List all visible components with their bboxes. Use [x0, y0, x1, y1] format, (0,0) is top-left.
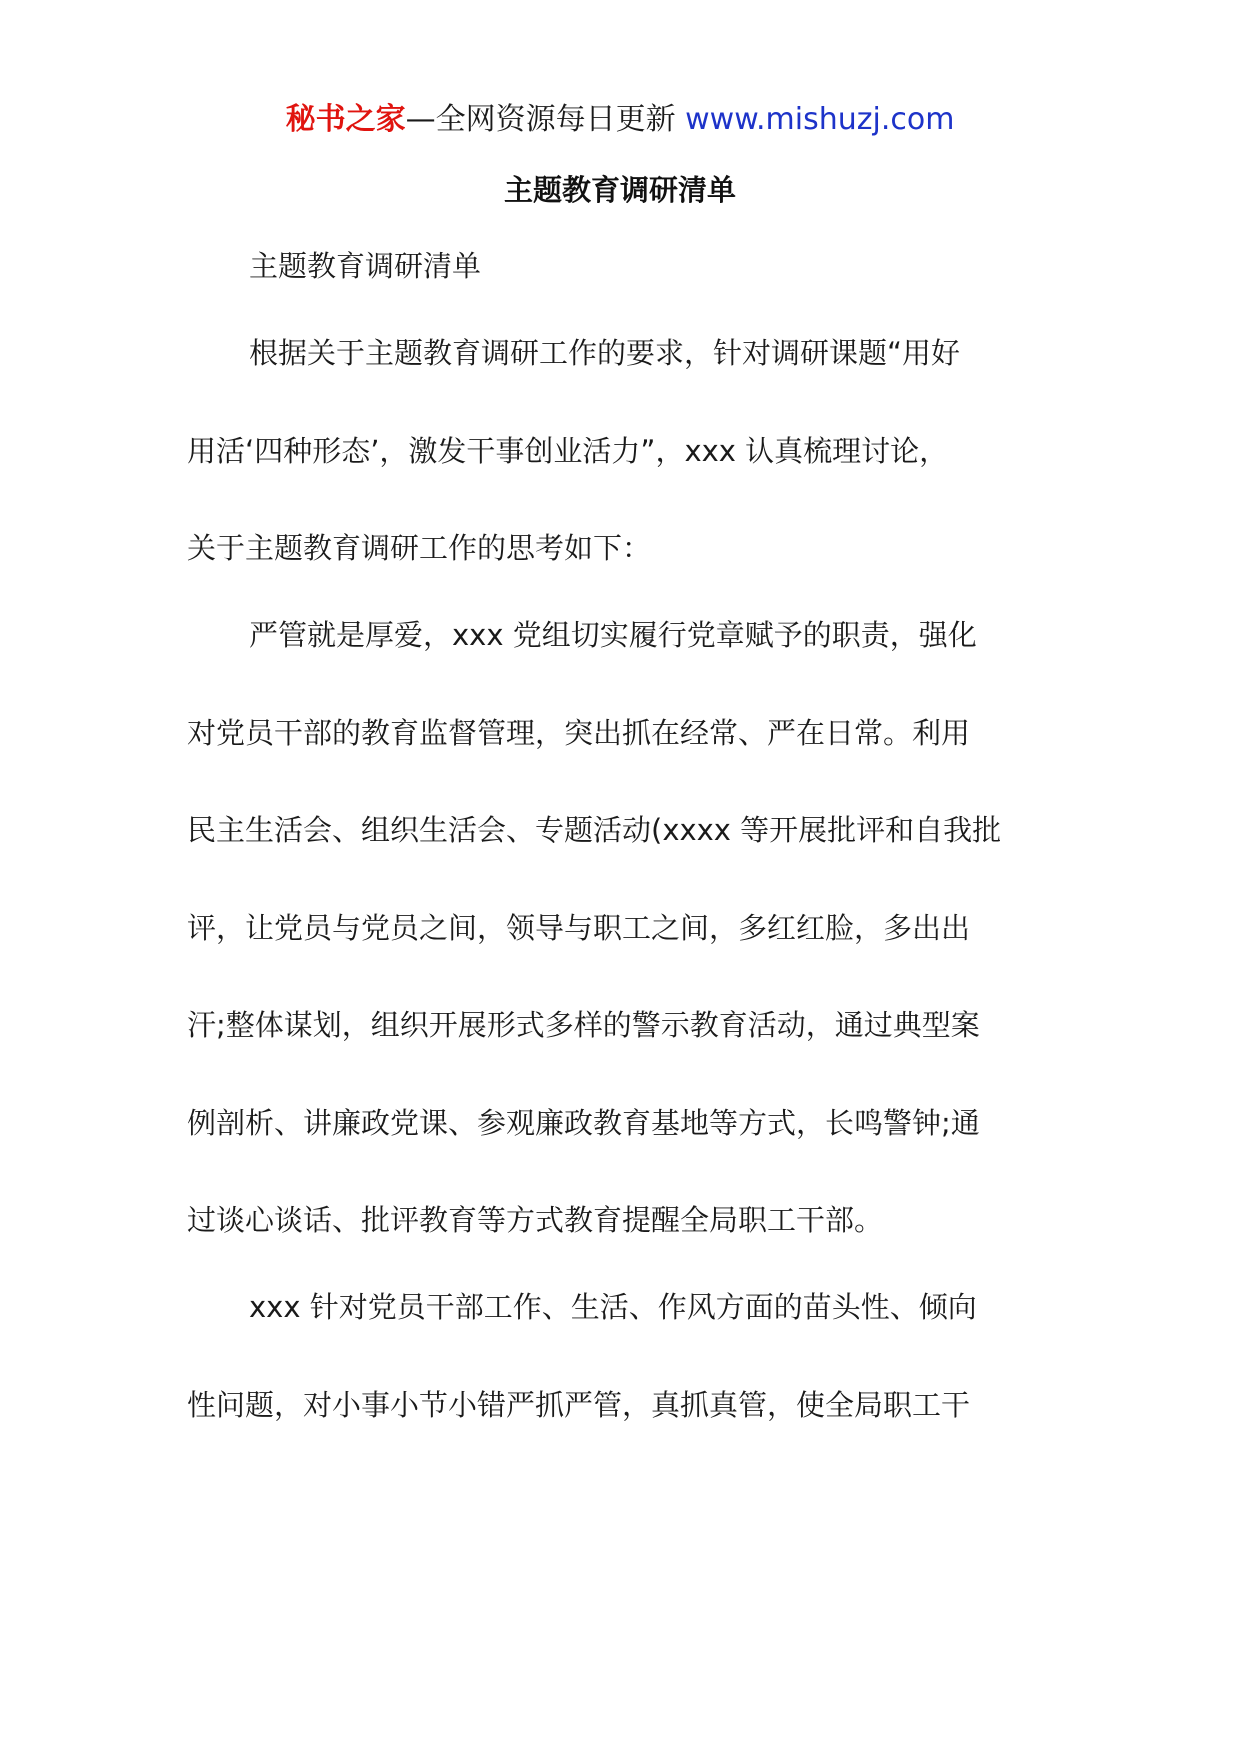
paragraph-line: 关于主题教育调研工作的思考如下：: [187, 531, 652, 565]
site-tagline: —全网资源每日更新: [405, 102, 686, 137]
site-header: [0, 100, 1240, 140]
paragraph-line: xxx 针对党员干部工作、生活、作风方面的苗头性、倾向: [249, 1290, 977, 1324]
paragraph-2: [187, 333, 1053, 568]
paragraph-line: 例剖析、讲廉政党课、参观廉政教育基地等方式，长鸣警钟;通: [187, 1105, 980, 1140]
paragraph-4: [187, 1287, 1053, 1425]
paragraph-line: 严管就是厚爱，xxx 党组切实履行党章赋予的职责，强化: [249, 618, 977, 652]
paragraph-line: 根据关于主题教育调研工作的要求，针对调研课题“用好: [249, 336, 961, 370]
paragraph-line: 对党员干部的教育监督管理，突出抓在经常、严在日常。利用: [187, 715, 971, 750]
paragraph-line: 用活‘四种形态’，激发干事创业活力”，xxx 认真梳理讨论，: [187, 433, 949, 468]
paragraph-1: [187, 246, 1053, 286]
document-title: 主题教育调研清单: [503, 173, 736, 207]
paragraph-line: 过谈心谈话、批评教育等方式教育提醒全局职工干部。: [187, 1203, 884, 1237]
document-body: [187, 246, 1053, 1425]
paragraph-3: [187, 615, 1053, 1240]
paragraph-line: 性问题，对小事小节小错严抓严管，真抓真管，使全局职工干: [187, 1387, 971, 1422]
paragraph-line: 评，让党员与党员之间，领导与职工之间，多红红脸，多出出: [187, 910, 971, 945]
site-url-link[interactable]: www.mishuzj.com: [685, 102, 955, 137]
paragraph-line: 主题教育调研清单: [249, 249, 482, 283]
paragraph-line: 汗;整体谋划，组织开展形式多样的警示教育活动，通过典型案: [187, 1008, 980, 1042]
paragraph-line: 民主生活会、组织生活会、专题活动(xxxx 等开展批评和自我批: [187, 813, 1002, 847]
site-name: 秘书之家: [285, 102, 406, 137]
